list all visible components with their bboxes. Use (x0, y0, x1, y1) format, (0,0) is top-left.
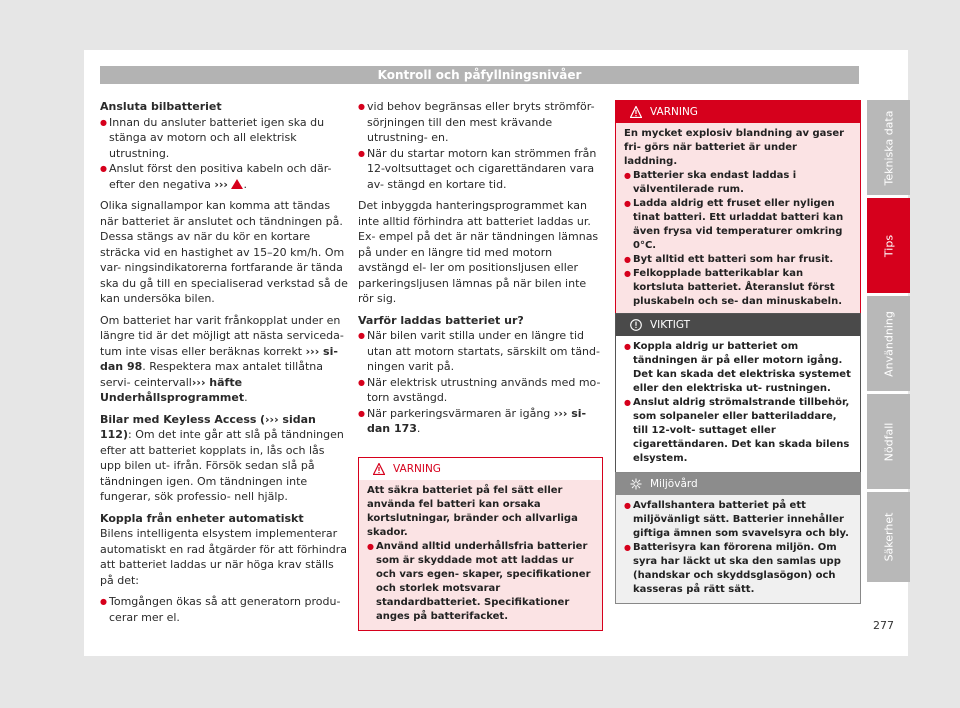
heading-connect-battery: Ansluta bilbatteriet (100, 100, 222, 113)
warning-bullet: ● Byt alltid ett batteri som har frusit. (624, 253, 852, 267)
tab-sakerhet[interactable] (867, 492, 910, 582)
paragraph: Bilens intelligenta elsystem implementerar automatiskt en rad åtgärder för att förhindra att batteriet laddas ur när höga krav ställs på det: (100, 527, 348, 587)
warning-icon (373, 463, 385, 475)
heading-why-discharge: Varför laddas batteriet ur? (358, 313, 524, 327)
environment-bullet: ● Batterisyra kan förorena miljön. Om syra har läckt ut ska den samlas upp (handskar och skyddsglasögon) och kasseras på rätt sätt. (624, 541, 852, 597)
page-header: Kontroll och påfyllningsnivåer (100, 66, 859, 84)
important-title: VIKTIGT (650, 319, 691, 331)
warning-icon (630, 106, 642, 118)
warning-text: Att säkra batteriet på fel sätt eller använda fel batteri kan orsaka kortslutningar, bränder och allvarliga skador. (367, 485, 578, 538)
tab-tips[interactable] (867, 198, 910, 293)
warning-box-header (359, 458, 602, 480)
ref-arrow: ››› (214, 177, 228, 191)
environment-title: Miljövård (650, 478, 698, 490)
text: Om batteriet har varit frånkopplat under en längre tid är det möjligt att nästa serviceda- tum inte visas eller beräknas korrekt (100, 313, 344, 358)
tab-label: Användning (882, 310, 895, 377)
environment-box-header (616, 473, 860, 495)
heading-auto-disconnect: Koppla från enheter automatiskt (100, 511, 304, 525)
paragraph: Olika signallampor kan komma att tändas när batteriet är anslutet och tändningen på. Dessa stängs av när du kör en kortare sträcka vid en hastighet av 15–20 km/h. Om var- ningsindikatorerna fortfarande är tända ska du gå till en specialiserad verkstad så de kan undersöka bilen. (100, 199, 348, 305)
bullet (358, 406, 603, 437)
tab-tekniska-data[interactable] (867, 100, 910, 195)
bullet: ● Anslut först den positiva kabeln och där- efter den negativa ››› . (100, 161, 348, 192)
warning-bullet: ● Felkopplade batterikablar kan kortsluta batteriet. Återanslut först pluskabeln och se- dan minuskabeln. (624, 267, 852, 309)
paragraph (100, 313, 348, 406)
important-bullet: ● Anslut aldrig strömalstrande tillbehör, som solpaneler eller batteriladdare, till 12-volt- suttaget eller cigarettändaren. Det kan skada bilens elsystem. (624, 396, 852, 466)
paragraph: Det inbyggda hanteringsprogrammet kan inte alltid förhindra att batteriet laddas ur. Ex- empel på det är när tändningen lämnas på under en längre tid med motorn avstängd el- ler om positionsljusen eller parkeringsljusen lämnas på när bilen inte rör sig. (358, 199, 599, 305)
important-bullet: ● Koppla aldrig ur batteriet om tändningen är på eller motorn igång. Det kan skada det elektriska systemet eller den elektriska ut- rustningen. (624, 340, 852, 396)
page-reference-link[interactable]: (››› sidan 112) (100, 412, 316, 441)
tab-label: Tips (882, 234, 895, 257)
warning-text: En mycket explosiv blandning av gaser fri- görs när batteriet är under laddning. (624, 128, 845, 167)
tab-nodfall[interactable] (867, 394, 910, 489)
tab-label: Nödfall (882, 422, 895, 461)
tab-label: Säkerhet (882, 512, 895, 562)
bullet: ● När elektrisk utrustning används med mo- torn avstängd. (358, 375, 603, 406)
bullet: ● Innan du ansluter batteriet igen ska du stänga av motorn och all elektrisk utrustning. (100, 115, 348, 162)
bullet: ● Tomgången ökas så att generatorn produ- cerar mer el. (100, 594, 348, 625)
column-1 (100, 99, 348, 625)
bullet: ● När du startar motorn kan strömmen från 12-voltsuttaget och cigarettändaren vara av- stängd en kortare tid. (358, 146, 603, 193)
important-box-header (616, 314, 860, 336)
text: : Om det inte går att slå på tändningen efter att batteriet kopplats in, lås och lås upp bilen ut- ifrån. Försök sedan slå på tändningen igen. Om tändningen inte fungerar, sök professio- nell hjälp. (100, 428, 344, 503)
paragraph (100, 412, 348, 505)
warning-box (615, 100, 861, 316)
inline-heading: Bilar med Keyless Access (100, 412, 257, 426)
text: . (244, 391, 248, 404)
bullet: ● vid behov begränsas eller bryts strömför- sörjningen till den mest krävande utrustning- en. (358, 99, 603, 146)
page-reference-link[interactable]: ››› si- dan 98 (100, 344, 338, 373)
text: . Respektera max antalet tillåtna servi- ceintervall (100, 360, 323, 389)
column-2 (358, 99, 603, 437)
warning-title: VARNING (650, 106, 698, 118)
warning-bullet: ● Batterier ska endast laddas i välventilerade rum. (624, 169, 852, 197)
bullet-text: Anslut först den positiva kabeln och där- efter den negativa (109, 162, 332, 191)
text: . (416, 422, 421, 435)
tab-label: Tekniska data (882, 110, 895, 185)
page-reference-link[interactable]: ››› si- dan 173 (367, 406, 587, 435)
environment-box (615, 472, 861, 604)
text: När parkeringsvärmaren är igång (367, 406, 551, 420)
important-box (615, 313, 861, 473)
tab-anvandning[interactable] (867, 296, 910, 391)
booklet-reference-link[interactable]: ››› häfte Underhållsprogrammet (100, 375, 245, 404)
info-icon (630, 319, 642, 331)
warning-title: VARNING (393, 463, 441, 475)
warning-box-header (616, 101, 860, 123)
environment-icon (630, 478, 642, 490)
warning-bullet: ● Ladda aldrig ett fruset eller nyligen tinat batteri. Ett urladdat batteri kan även frysa vid temperaturer omkring 0°C. (624, 197, 852, 253)
warning-icon (231, 179, 243, 189)
bullet: ● När bilen varit stilla under en längre tid utan att motorn startats, särskilt om tänd- ningen varit på. (358, 328, 603, 375)
warning-box (358, 457, 603, 631)
environment-bullet: ● Avfallshantera batteriet på ett miljövänligt sätt. Batterier innehåller giftiga ämnen som svavelsyra och bly. (624, 499, 852, 541)
page-number: 277 (873, 619, 894, 632)
warning-bullet: ● Använd alltid underhållsfria batterier som är skyddade mot att laddas ur och vars egen- skaper, specifikationer och storlek motsvarar standardbatteriet. Specifikationer anges på batterifacket. (367, 540, 594, 624)
